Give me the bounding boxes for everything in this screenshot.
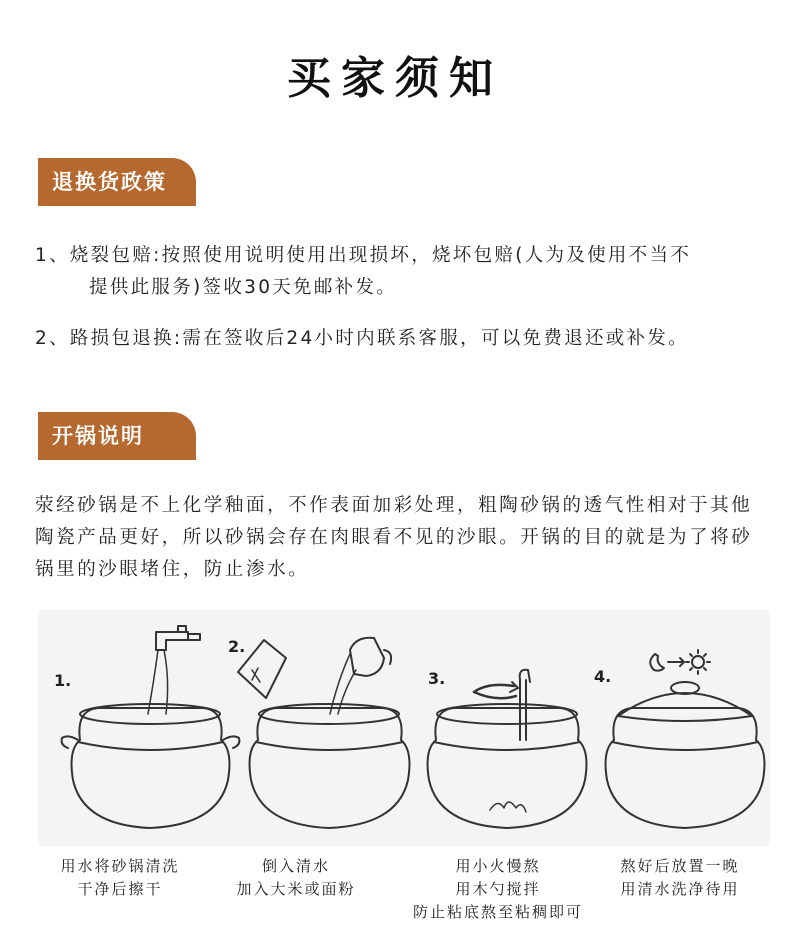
return-policy-item-1-line-2: 提供此服务)签收30天免邮补发。 xyxy=(89,277,398,298)
page-title: 买家须知 xyxy=(287,53,503,104)
step-4-drawing xyxy=(606,650,765,828)
step-1-caption-line: 用水将砂锅清洗 xyxy=(60,857,180,875)
step-2-caption xyxy=(196,855,396,901)
step-4-number: 4. xyxy=(594,667,612,686)
step-1-drawing xyxy=(62,626,240,828)
return-policy-item-2: 2、路损包退换:需在签收后24小时内联系客服，可以免费退还或补发。 xyxy=(35,328,689,349)
section-heading-pot-opening: 开锅说明 xyxy=(52,424,144,448)
step-1-caption xyxy=(20,855,220,901)
return-policy-item-1 xyxy=(35,240,760,304)
step-2-caption-line: 加入大米或面粉 xyxy=(236,880,356,898)
return-policy-item-1-line-1: 1、烧裂包赔:按照使用说明使用出现损坏，烧坏包赔(人为及使用不当不 xyxy=(35,245,692,266)
step-1-number: 1. xyxy=(54,671,72,690)
step-2-caption-line: 倒入清水 xyxy=(261,857,330,875)
step-3-drawing xyxy=(428,670,587,828)
step-4-caption xyxy=(580,855,780,901)
pot-opening-illustration xyxy=(38,610,770,846)
step-3-caption xyxy=(398,855,598,924)
step-4-caption-line: 熬好后放置一晚 xyxy=(620,857,740,875)
section-badge-return-policy xyxy=(38,158,196,206)
illustration-svg xyxy=(38,610,770,846)
section-badge-pot-opening xyxy=(38,412,196,460)
step-3-caption-line: 用木勺搅拌 xyxy=(455,880,541,898)
step-3-caption-line: 用小火慢熬 xyxy=(455,857,541,875)
step-3-caption-line: 防止粘底熬至粘稠即可 xyxy=(412,903,583,921)
step-4-caption-line: 用清水洗净待用 xyxy=(620,880,740,898)
step-2-number: 2. xyxy=(228,637,246,656)
step-2-drawing xyxy=(238,638,409,828)
section-heading-return-policy: 退换货政策 xyxy=(52,170,167,194)
pot-opening-description: 荥经砂锅是不上化学釉面，不作表面加彩处理，粗陶砂锅的透气性相对于其他陶瓷产品更好，所以砂锅会存在肉眼看不见的沙眼。开锅的目的就是为了将砂锅里的沙眼堵住，防止渗水。 xyxy=(35,495,753,580)
step-1-caption-line: 干净后擦干 xyxy=(77,880,163,898)
step-3-number: 3. xyxy=(428,669,446,688)
